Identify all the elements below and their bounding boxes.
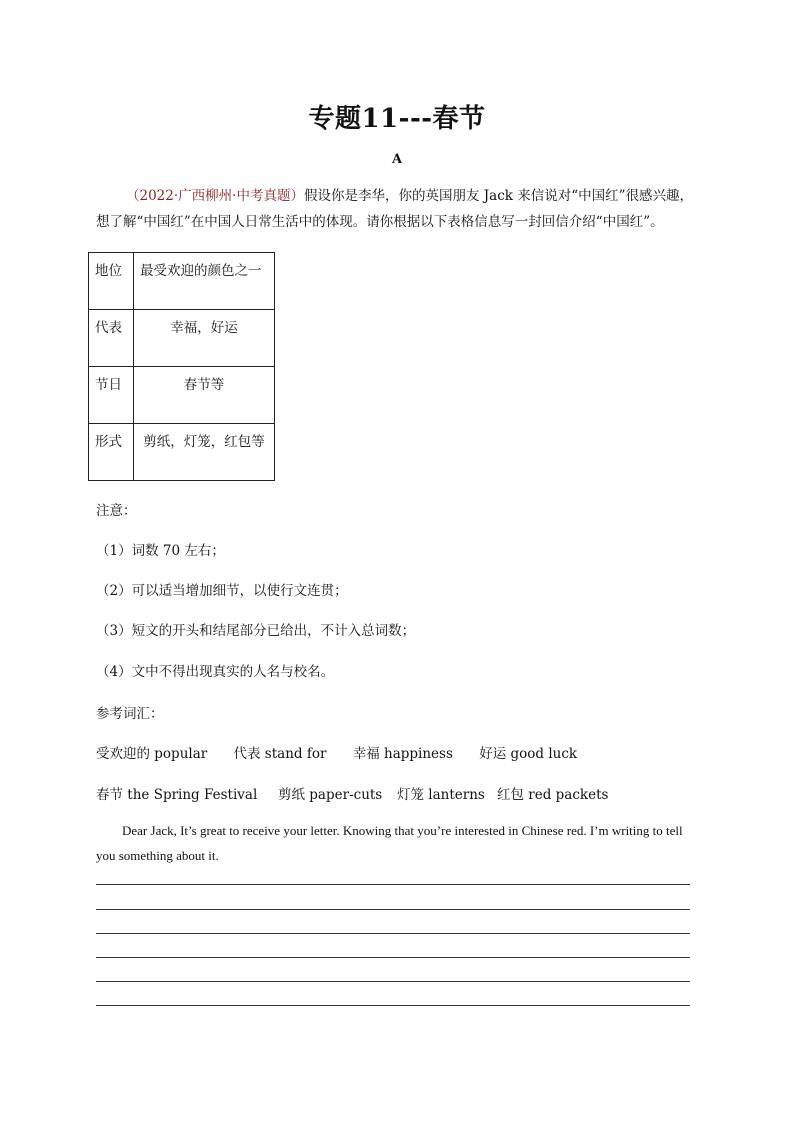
table-value: 春节等: [134, 367, 275, 424]
vocab-item: 灯笼 lanterns: [397, 787, 485, 803]
info-table: [88, 252, 275, 481]
note-item: （2）可以适当增加细节，以使行文连贯；: [96, 583, 348, 599]
table-key: 代表: [89, 310, 134, 367]
vocab-item: 受欢迎的 popular: [96, 746, 208, 762]
prompt-text: 假设你是李华，你的英国朋友 Jack 来信说对“中国红”很感兴趣，想了解“中国红”在中国人日常生活中的体现。请你根据以下表格信息写一封回信介绍“中国红”。: [96, 188, 694, 230]
table-key: 节日: [89, 367, 134, 424]
table-row: [89, 310, 275, 367]
writing-line[interactable]: [96, 909, 690, 910]
section-label: A: [391, 152, 403, 167]
table-row: [89, 367, 275, 424]
vocab-item: 春节 the Spring Festival: [96, 787, 258, 803]
vocab-heading: 参考词汇：: [96, 706, 164, 722]
vocab-row: [96, 742, 599, 762]
vocab-item: 好运 good luck: [479, 746, 578, 762]
table-row: [89, 424, 275, 481]
note-item: （3）短文的开头和结尾部分已给出，不计入总词数；: [96, 623, 416, 639]
writing-line[interactable]: [96, 1005, 690, 1006]
table-key: 地位: [89, 253, 134, 310]
page-title: 专题11---春节: [308, 104, 486, 134]
letter-opening: Dear Jack, It’s great to receive your letter. Knowing that you’re interested in Chinese red. I’m writing to tell you something about it.: [96, 823, 683, 863]
table-row: [89, 253, 275, 310]
writing-line[interactable]: [96, 884, 690, 885]
vocab-item: 红包 red packets: [497, 787, 609, 803]
vocab-item: 剪纸 paper-cuts: [278, 787, 383, 803]
prompt-source: （2022·广西柳州·中考真题）: [126, 188, 304, 204]
table-value: 最受欢迎的颜色之一: [134, 253, 275, 310]
table-key: 形式: [89, 424, 134, 481]
note-item: （4）文中不得出现真实的人名与校名。: [96, 664, 335, 680]
notes-heading: 注意：: [96, 503, 137, 519]
writing-prompt: [96, 183, 696, 235]
vocab-item: 幸福 happiness: [352, 746, 453, 762]
vocab-row: [96, 783, 608, 803]
writing-line[interactable]: [96, 981, 690, 982]
table-value: 幸福，好运: [134, 310, 275, 367]
table-value: 剪纸，灯笼，红包等: [134, 424, 275, 481]
vocab-item: 代表 stand for: [233, 746, 327, 762]
writing-line[interactable]: [96, 957, 690, 958]
writing-line[interactable]: [96, 933, 690, 934]
note-item: （1）词数 70 左右；: [96, 543, 225, 559]
